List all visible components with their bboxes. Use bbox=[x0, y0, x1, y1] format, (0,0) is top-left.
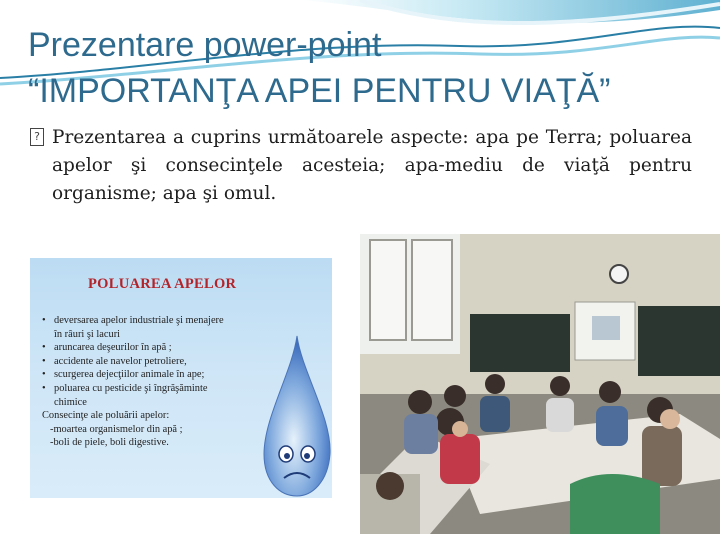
bullet-paragraph bbox=[34, 124, 692, 208]
poster-item: • accidente ale navelor petroliere, bbox=[42, 355, 282, 369]
title-line-2: “IMPORTANŢA APEI PENTRU VIAŢĂ” bbox=[28, 72, 611, 110]
slide-title bbox=[28, 22, 708, 114]
poster-title: POLUAREA APELOR bbox=[88, 276, 237, 292]
poster-item: • scurgerea dejecţiilor animale în ape; bbox=[42, 368, 282, 382]
poster-consequence: -moartea organismelor din apă ; bbox=[50, 423, 183, 435]
poster-list bbox=[42, 314, 282, 450]
classroom-photo bbox=[360, 234, 720, 534]
pollution-poster-image bbox=[30, 258, 332, 498]
poster-consequence: -boli de piele, boli digestive. bbox=[50, 437, 169, 449]
poster-item-continuation: în râuri şi lacuri bbox=[54, 328, 121, 340]
water-drop-icon bbox=[258, 332, 332, 498]
poster-item-continuation: chimice bbox=[54, 396, 87, 408]
poster-item: • aruncarea deşeurilor în apă ; bbox=[42, 341, 282, 355]
title-line-1: Prezentare power-point bbox=[28, 26, 382, 64]
square-bullet-icon: ? bbox=[30, 128, 44, 146]
classroom-photo-drawing bbox=[360, 234, 720, 534]
poster-item: • poluarea cu pesticide şi îngrăşăminte bbox=[42, 382, 282, 396]
poster-item: • deversarea apelor industriale şi menajere bbox=[42, 314, 282, 328]
poster-consequences-heading: Consecinţe ale poluării apelor: bbox=[42, 410, 170, 422]
bullet-text: Prezentarea a cuprins următoarele aspecte: apa pe Terra; poluarea apelor şi consecinţele acesteia; apa-mediu de viaţă pentru organisme; apa şi omul. bbox=[52, 127, 692, 204]
